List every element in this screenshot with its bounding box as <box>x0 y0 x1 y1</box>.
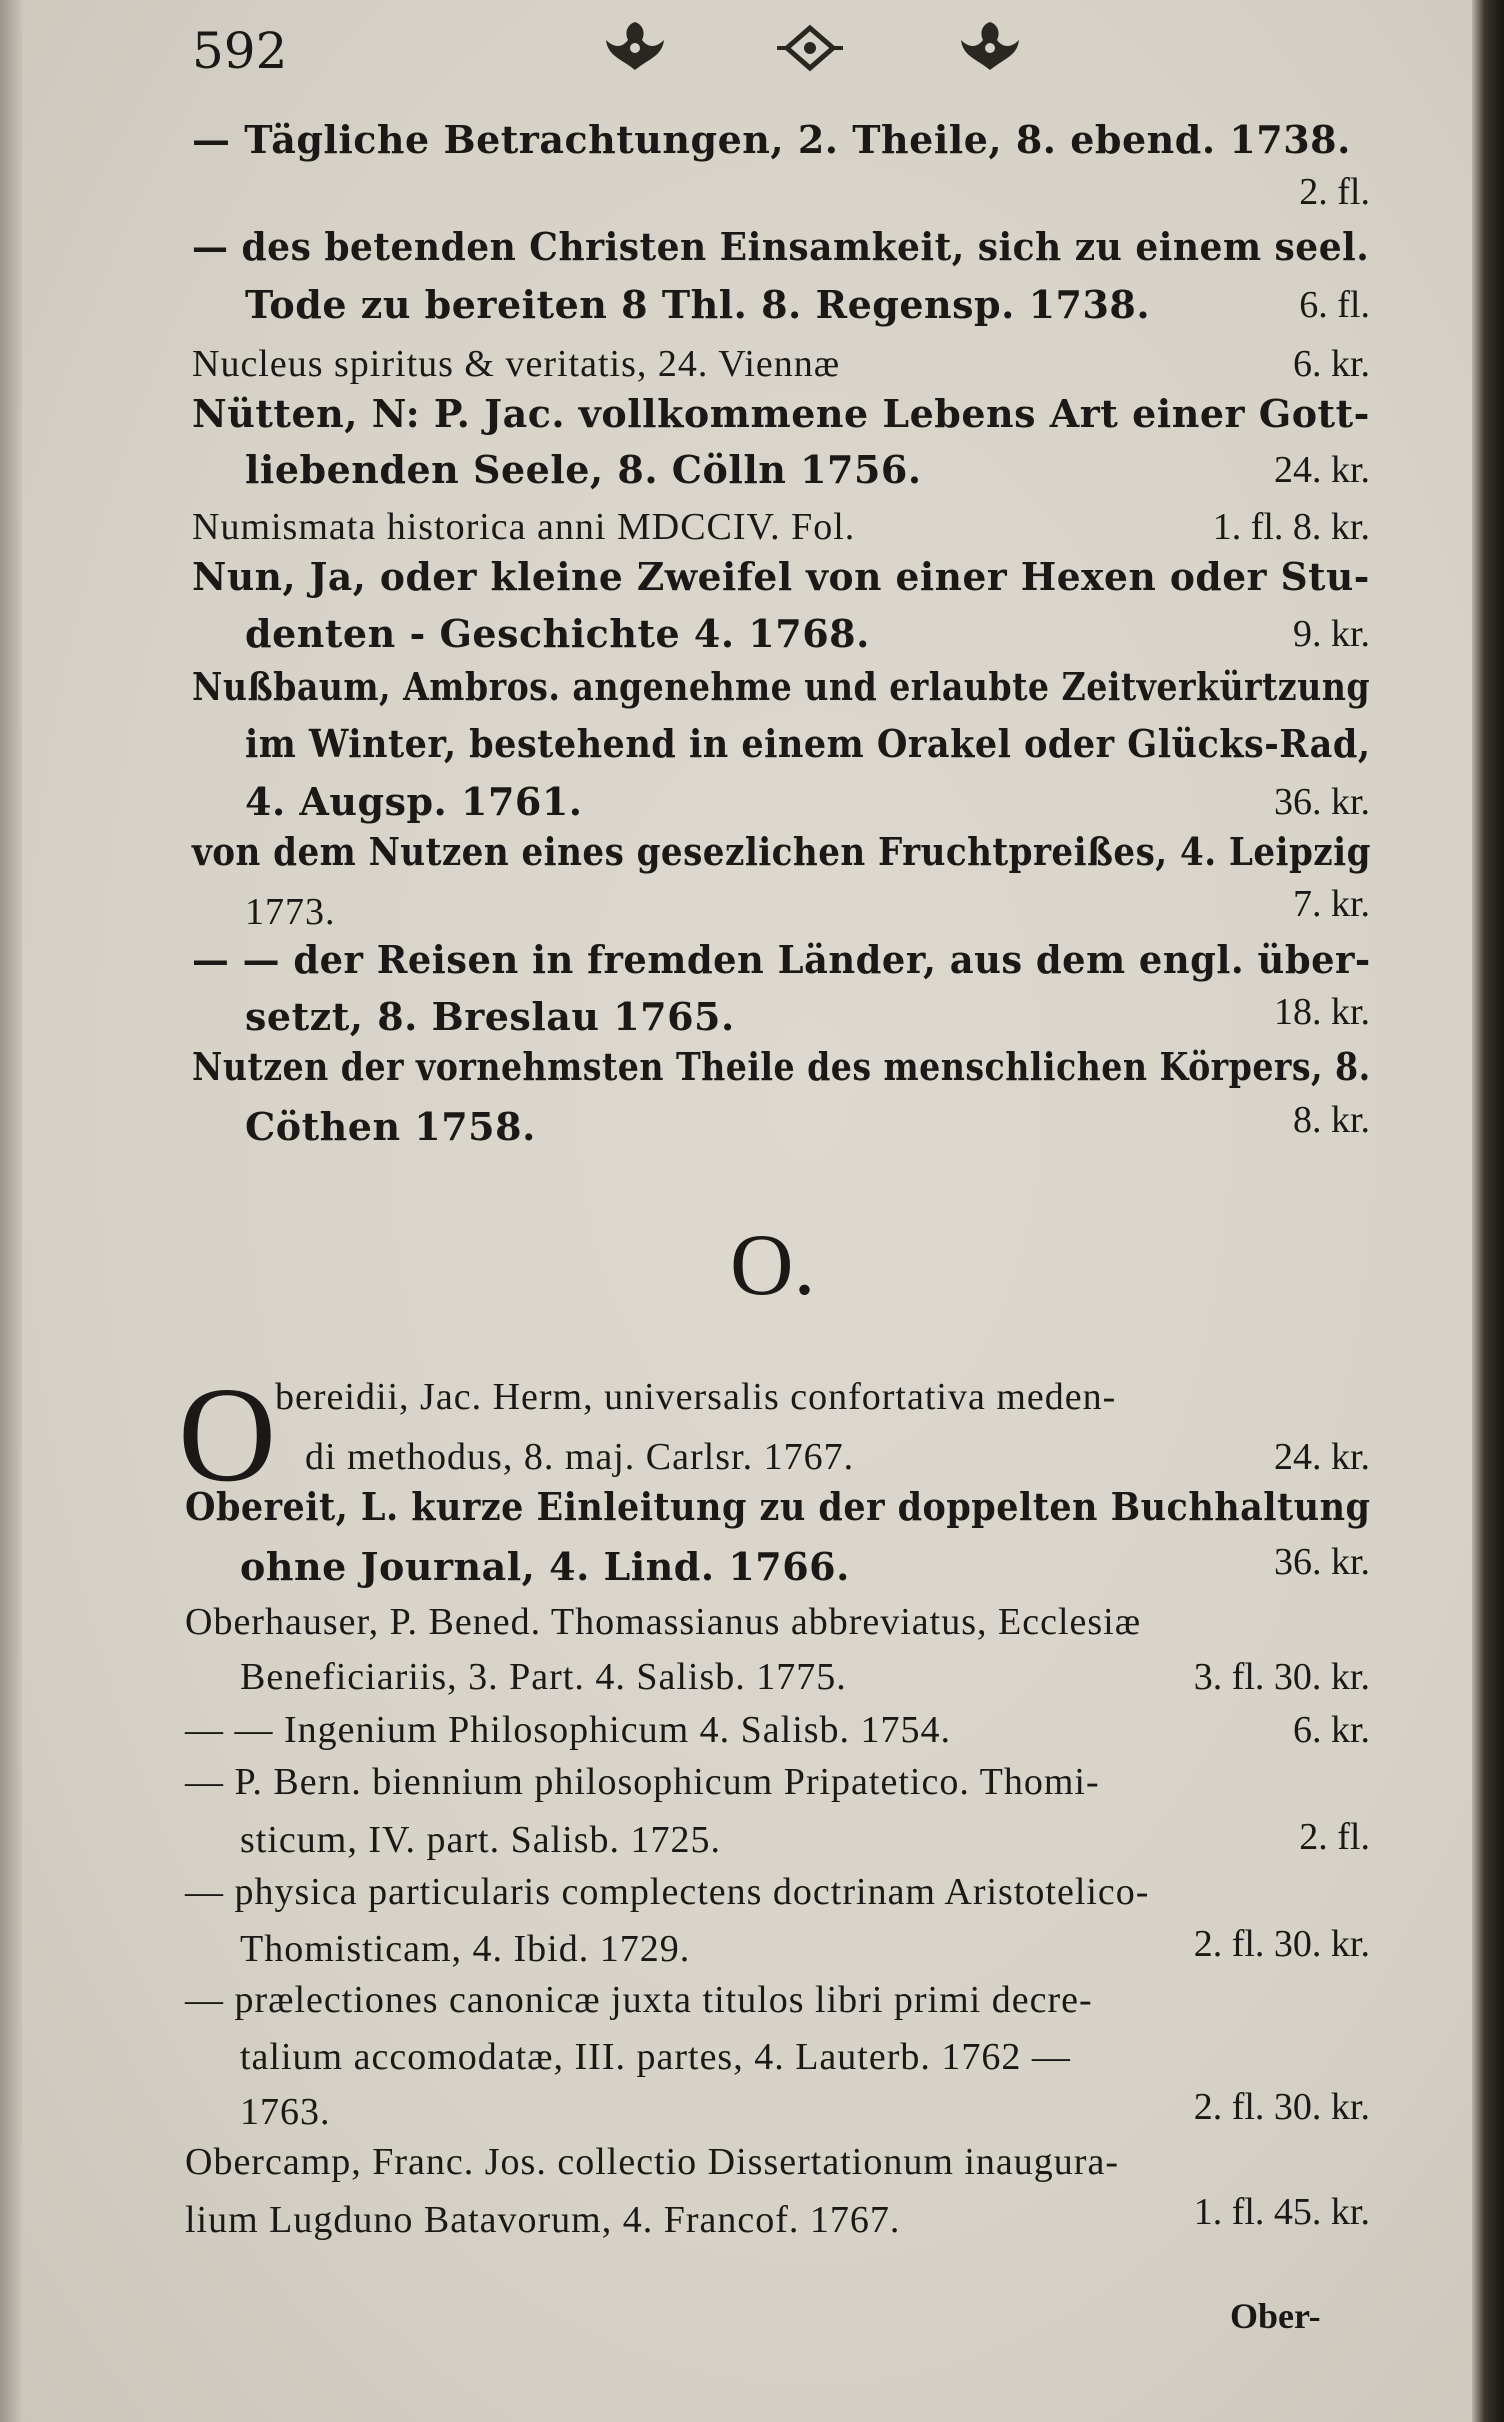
entry-line: di methodus, 8. maj. Carlsr. 1767. <box>305 1436 855 1478</box>
entry-line: — P. Bern. biennium philosophicum Pripatetico. Thomi- <box>185 1761 1100 1803</box>
drop-cap: O <box>178 1360 277 1510</box>
entry-price: 2. fl. 30. kr. <box>1193 1923 1370 1965</box>
entry-price: 24. kr. <box>1273 1436 1370 1478</box>
entry-line: — des betenden Christen Einsamkeit, sich zu einem seel. <box>192 224 1370 269</box>
entry-line: liebenden Seele, 8. Cölln 1756. <box>245 447 922 492</box>
entry-line: — Tägliche Betrachtungen, 2. Theile, 8. ebend. 1738. <box>192 117 1351 162</box>
entry-line: Thomisticam, 4. Ibid. 1729. <box>240 1928 691 1970</box>
entry-line: Beneficiariis, 3. Part. 4. Salisb. 1775. <box>240 1656 847 1698</box>
entry-line: im Winter, bestehend in einem Orakel oder Glücks-Rad, <box>245 721 1371 766</box>
entry-price: 18. kr. <box>1273 991 1370 1033</box>
entry-price: 36. kr. <box>1273 781 1370 823</box>
entry-price: 2. fl. 30. kr. <box>1193 2086 1370 2128</box>
catchword: Ober- <box>1230 2296 1321 2336</box>
entry-line: — — Ingenium Philosophicum 4. Salisb. 1754. <box>185 1709 952 1751</box>
entry-line: bereidii, Jac. Herm, universalis confortativa meden- <box>275 1376 1117 1418</box>
entry-line: denten - Geschichte 4. 1768. <box>245 611 870 656</box>
entry-line: Obercamp, Franc. Jos. collectio Dissertationum inaugura- <box>185 2141 1119 2183</box>
entry-line: Nütten, N: P. Jac. vollkommene Lebens Art einer Gott- <box>192 391 1370 436</box>
entry-price: 2. fl. <box>1299 1816 1370 1858</box>
entry-line: lium Lugduno Batavorum, 4. Francof. 1767. <box>185 2199 901 2241</box>
entry-line: talium accomodatæ, III. partes, 4. Lauterb. 1762 — <box>240 2036 1071 2078</box>
entry-line: Obereit, L. kurze Einleitung zu der doppelten Buchhaltung <box>185 1484 1371 1529</box>
entry-line: Nucleus spiritus & veritatis, 24. Viennæ <box>192 343 841 385</box>
entry-price: 3. fl. 30. kr. <box>1193 1656 1370 1698</box>
entry-line: — — der Reisen in fremden Länder, aus dem engl. über- <box>192 937 1371 982</box>
entry-line: Nun, Ja, oder kleine Zweifel von einer Hexen oder Stu- <box>192 554 1370 599</box>
entry-line: Nutzen der vornehmsten Theile des menschlichen Körpers, 8. <box>192 1044 1371 1089</box>
entry-line: sticum, IV. part. Salisb. 1725. <box>240 1819 722 1861</box>
entry-line: Cöthen 1758. <box>245 1104 536 1149</box>
section-heading: O. <box>730 1217 816 1314</box>
entry-price: 1. fl. 45. kr. <box>1193 2191 1370 2233</box>
entry-line: Nußbaum, Ambros. angenehme und erlaubte Zeitverkürtzung <box>192 664 1371 709</box>
entry-price: 7. kr. <box>1292 883 1370 925</box>
entry-line: 4. Augsp. 1761. <box>245 779 583 824</box>
entry-price: 9. kr. <box>1292 613 1370 655</box>
entry-line: von dem Nutzen eines gesezlichen Fruchtpreißes, 4. Leipzig <box>192 829 1371 874</box>
entry-line: setzt, 8. Breslau 1765. <box>245 994 735 1039</box>
entry-price: 6. kr. <box>1292 343 1370 385</box>
entry-line: 1773. <box>245 891 336 933</box>
entry-price: 1. fl. 8. kr. <box>1212 506 1370 548</box>
entry-line: — physica particularis complectens doctrinam Aristotelico- <box>185 1871 1150 1913</box>
page-edge <box>1472 0 1504 2422</box>
entry-price: 8. kr. <box>1292 1099 1370 1141</box>
entry-price: 24. kr. <box>1273 449 1370 491</box>
entry-line: Oberhauser, P. Bened. Thomassianus abbreviatus, Ecclesiæ <box>185 1601 1142 1643</box>
entry-line: Numismata historica anni MDCCIV. Fol. <box>192 506 856 548</box>
entry-price: 36. kr. <box>1273 1541 1370 1583</box>
page-number: 592 <box>192 22 288 80</box>
entry-line: Tode zu bereiten 8 Thl. 8. Regensp. 1738. <box>245 282 1151 327</box>
entry-price: 6. fl. <box>1299 284 1370 326</box>
entry-price: 2. fl. <box>1299 171 1370 213</box>
entry-line: ohne Journal, 4. Lind. 1766. <box>240 1544 850 1589</box>
entry-line: — prælectiones canonicæ juxta titulos libri primi decre- <box>185 1979 1093 2021</box>
entry-price: 6. kr. <box>1292 1709 1370 1751</box>
entry-line: 1763. <box>240 2091 331 2133</box>
